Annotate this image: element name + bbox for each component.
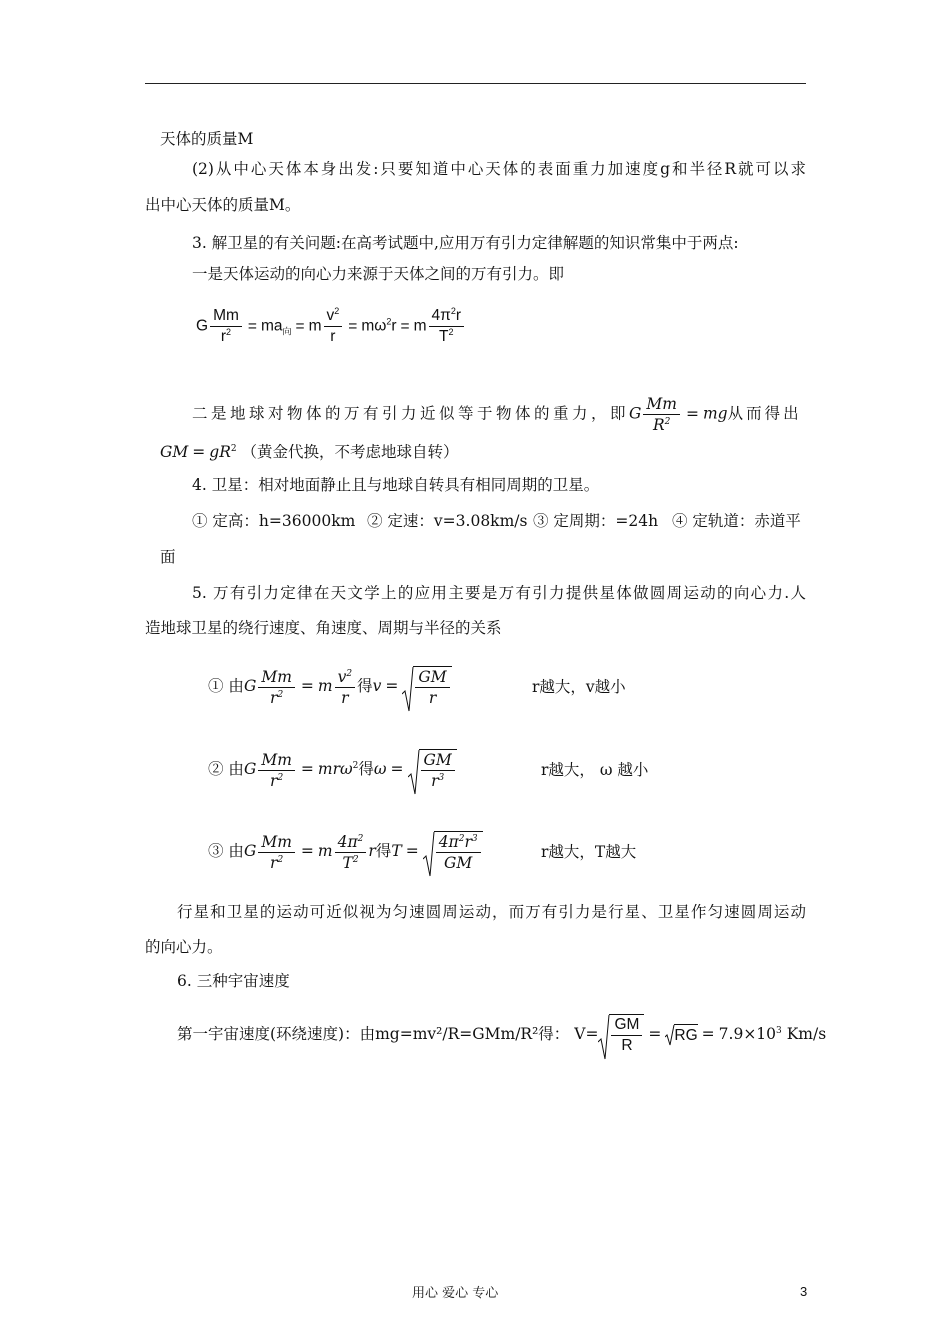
text-line-4: 3. 解卫星的有关问题:在高考试题中,应用万有引力定律解题的知识常集中于两点: [192, 234, 739, 252]
text-line-14: 的向心力。 [145, 938, 223, 956]
text-line-8: 4. 卫星：相对地面静止且与地球自转具有相同周期的卫星。 [192, 476, 600, 494]
formula-centripetal: G $\frac{Mm}{r^2}$ = $ma_向 = m$ $\frac{v^2}{r}$ = $m\omega^2r = m$ $\frac{4\pi^2r}{T^2}$ [196, 306, 466, 347]
result-period: r越大，T越大 [541, 843, 637, 861]
text-line-1: 天体的质量M [160, 130, 254, 148]
text-line-11: 5. 万有引力定律在天文学上的应用主要是万有引力提供星体做圆周运动的向心力.人 [192, 584, 806, 602]
text-line-9d: ④ 定轨道：赤道平 [672, 512, 801, 530]
text-line-9b: ② 定速：v=3.08km/s [367, 512, 528, 530]
text-line-13: 行星和卫星的运动可近似视为匀速圆周运动，而万有引力是行星、卫星作匀速圆周运动 [177, 903, 806, 921]
text-line-15: 6. 三种宇宙速度 [177, 972, 290, 990]
text-line-5: 一是天体运动的向心力来源于天体之间的万有引力。即 [192, 265, 565, 283]
footer-motto: 用心 爱心 专心 [412, 1286, 499, 1301]
formula-period: ③ 由G $\frac{Mm}{r^2}$ = m $\frac{4\pi^2}{T^2}$ r得T = $\frac{4\pi^2r^3}{GM}$ [208, 831, 483, 873]
text-line-2: (2)从中心天体本身出发:只要知道中心天体的表面重力加速度g和半径R就可以求 [192, 160, 806, 178]
text-line-9a: ① 定高：h=36000km [192, 512, 356, 530]
text-line-9c: ③ 定周期：=24h [533, 512, 659, 530]
formula-angular-velocity: ② 由G $\frac{Mm}{r^2}$ = mrω$^2$得ω = $\frac{GM}{r^3}$ [208, 749, 457, 791]
page-number: 3 [800, 1284, 808, 1299]
text-line-16: 第一宇宙速度(环绕速度)：由mg=mv²/R=GMm/R²得： V= $\frac{GM}{R}$ = RG = $7.9\times 10^3$ Km/s [177, 1014, 826, 1056]
text-line-7: GM = $gR^2$ （黄金代换，不考虑地球自转） [160, 443, 459, 461]
text-line-6: 二是地球对物体的万有引力近似等于物体的重力，即G $\frac{Mm}{R^2}$ = mg从而得出 [192, 395, 802, 434]
result-angular-velocity: r越大， ω 越小 [541, 761, 649, 779]
text-line-3: 出中心天体的质量M。 [145, 196, 301, 214]
result-velocity: r越大，v越小 [532, 678, 626, 696]
header-rule [145, 83, 806, 84]
text-line-10: 面 [160, 548, 176, 566]
text-line-12: 造地球卫星的绕行速度、角速度、周期与半径的关系 [145, 619, 502, 637]
formula-velocity: ① 由G $\frac{Mm}{r^2}$ = m $\frac{v^2}{r}$ 得v = $\frac{GM}{r}$ [208, 666, 452, 708]
